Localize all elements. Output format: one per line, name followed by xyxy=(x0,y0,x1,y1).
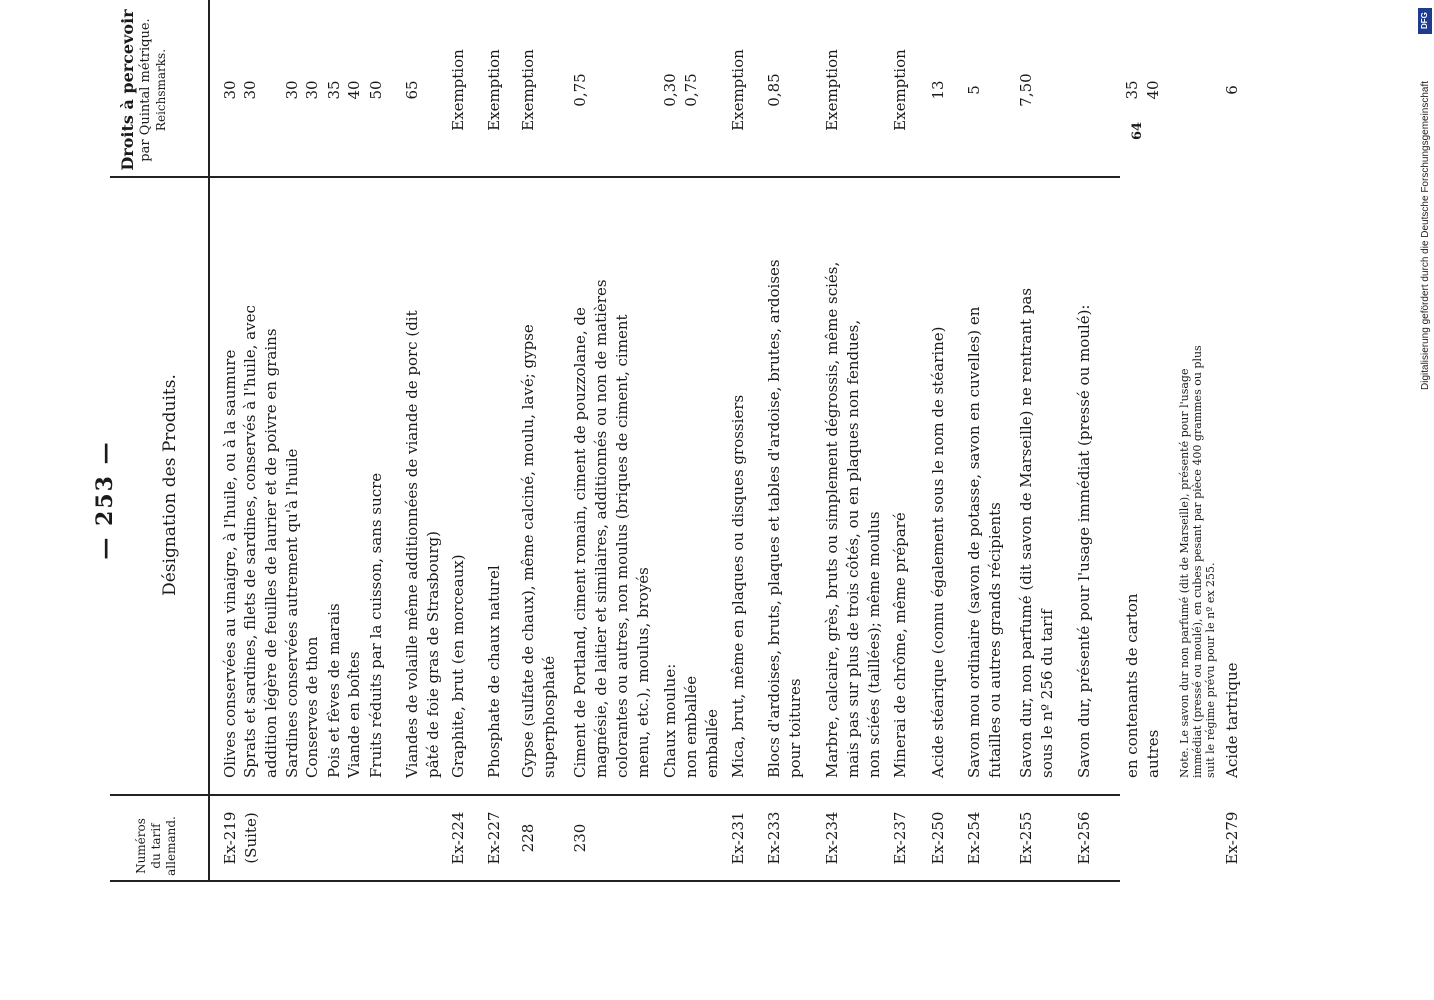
header-numeros: Numéros du tarif allemand. xyxy=(134,816,178,876)
tariff-number: Ex-234 xyxy=(823,811,841,865)
product-designation: Savon dur, présenté pour l'usage immédiat (pressé ou moulé): xyxy=(1075,304,1093,778)
duty-value: 7,50 xyxy=(1017,73,1035,107)
product-designation: Phosphate de chaux naturel xyxy=(485,565,503,778)
duty-value: Exemption xyxy=(823,49,841,131)
duty-value: 30 xyxy=(303,80,321,100)
tariff-number: Ex-227 xyxy=(485,811,503,865)
product-designation: Sprats et sardines, filets de sardines, conservés à l'huile, avec addition légère de feuilles de laurier et de poivre en grains xyxy=(241,305,280,778)
product-designation: Savon dur, non parfumé (dit savon de Marseille) ne rentrant pas sous le nº 256 du tarif xyxy=(1017,287,1056,778)
duty-value: Exemption xyxy=(449,49,467,131)
product-designation: Graphite, brut (en morceaux) xyxy=(449,554,467,778)
footer-mark: 64 xyxy=(1130,121,1145,140)
header-droits-currency: Reichsmarks. xyxy=(154,48,169,132)
duty-value: 50 xyxy=(367,80,385,100)
product-designation: Viande en boîtes xyxy=(345,651,363,778)
product-designation: en contenants de carton autres xyxy=(1123,593,1162,778)
duty-value: 13 xyxy=(929,80,947,100)
duty-value: 35 xyxy=(325,80,343,100)
product-designation: Note. Le savon dur non parfumé (dit de Marseille), présenté pour l'usage immédiat (pressé ou moulé), en cubes pesant par pièce 400 grammes ou plus suit le régime prévu pour le nº ex 255. xyxy=(1178,345,1217,778)
product-designation: Conserves de thon xyxy=(303,636,321,778)
product-designation: Sardines conservées autrement qu'à l'huile xyxy=(283,448,301,778)
duty-value: 30 xyxy=(221,80,239,100)
product-designation: Minerai de chrôme, même préparé xyxy=(891,512,909,778)
tariff-number: Ex-279 xyxy=(1223,811,1241,865)
header-droits xyxy=(118,0,169,180)
tariff-number: Ex-224 xyxy=(449,811,467,865)
table-left-border xyxy=(110,880,1120,882)
tariff-number: Ex-256 xyxy=(1075,811,1093,865)
duty-value: 40 xyxy=(345,80,363,100)
product-designation: Mica, brut, même en plaques ou disques grossiers xyxy=(729,394,747,778)
tariff-number: Ex-254 xyxy=(965,811,983,865)
duty-value: 0,30 0,75 xyxy=(661,73,700,107)
duty-value: 65 xyxy=(403,80,421,100)
tariff-number: Ex-219 (Suite) xyxy=(221,811,260,865)
product-designation: Gypse (sulfate de chaux), même calciné, moulu, lavé; gypse superphosphaté xyxy=(519,324,558,778)
duty-value: 35 40 xyxy=(1123,80,1162,100)
header-droits-title: Droits à percevoir xyxy=(118,9,137,171)
tariff-number: 230 xyxy=(571,823,589,853)
tariff-number: Ex-250 xyxy=(929,811,947,865)
tariff-number: Ex-237 xyxy=(891,811,909,865)
header-droits-unit: par Quintal métrique. xyxy=(138,18,153,162)
product-designation: Marbre, calcaire, grès, bruts ou simplement dégrossis, même sciés, mais pas sur plus de trois côtés, ou en plaques non fendues, non sciées (taillées); même moulus xyxy=(823,261,883,778)
product-designation: Olives conservées au vinaigre, à l'huile, ou à la saumure xyxy=(221,349,239,778)
product-designation: Ciment de Portland, ciment romain, ciment de pouzzolane, de magnésie, de laitier et similaires, additionnés ou non de matières colorantes ou autres, non moulus (briques de ciment, ciment menu, etc.), moulus, broyés xyxy=(571,279,652,778)
side-credit xyxy=(1420,10,1434,390)
product-designation: Acide tartrique xyxy=(1223,662,1241,778)
duty-value: Exemption xyxy=(891,49,909,131)
duty-value: 5 xyxy=(965,85,983,95)
side-credit-text: Digitalisierung gefördert durch die Deutsche Forschungsgemeinschaft xyxy=(1420,80,1431,390)
duty-value: Exemption xyxy=(519,49,537,131)
product-designation: Acide stéarique (connu également sous le nom de stéarine) xyxy=(929,326,947,778)
product-designation: Savon mou ordinaire (savon de potasse, savon en cuvelles) en futailles ou autres grands récipients xyxy=(965,306,1004,778)
product-designation: Fruits réduits par la cuisson, sans sucre xyxy=(367,472,385,778)
duty-value: 0,75 xyxy=(571,73,589,107)
tariff-number: Ex-233 xyxy=(765,811,783,865)
tariff-number: Ex-255 xyxy=(1017,811,1035,865)
rotated-page xyxy=(80,0,1330,1000)
tariff-number: Ex-231 xyxy=(729,811,747,865)
dfg-logo-badge: DFG xyxy=(1418,8,1432,34)
duty-value: Exemption xyxy=(729,49,747,131)
duty-value: Exemption xyxy=(485,49,503,131)
product-designation: Blocs d'ardoises, bruts, plaques et tables d'ardoise, brutes, ardoises pour toitures xyxy=(765,259,804,778)
duty-value: 30 xyxy=(283,80,301,100)
page-number: — 253 — xyxy=(92,440,118,560)
header-rule xyxy=(208,0,210,882)
duty-value: 6 xyxy=(1223,85,1241,95)
header-designation: Désignation des Produits. xyxy=(160,374,180,596)
product-designation: Pois et fèves de marais xyxy=(325,603,343,778)
product-designation: Chaux moulue: non emballée emballée xyxy=(661,663,721,778)
product-designation: Viandes de volaille même additionnées de viande de porc (dit pâté de foie gras de Strasbourg) xyxy=(403,310,442,778)
duty-value: 0,85 xyxy=(765,73,783,107)
duty-value: 30 xyxy=(241,80,259,100)
tariff-number: 228 xyxy=(519,823,537,853)
